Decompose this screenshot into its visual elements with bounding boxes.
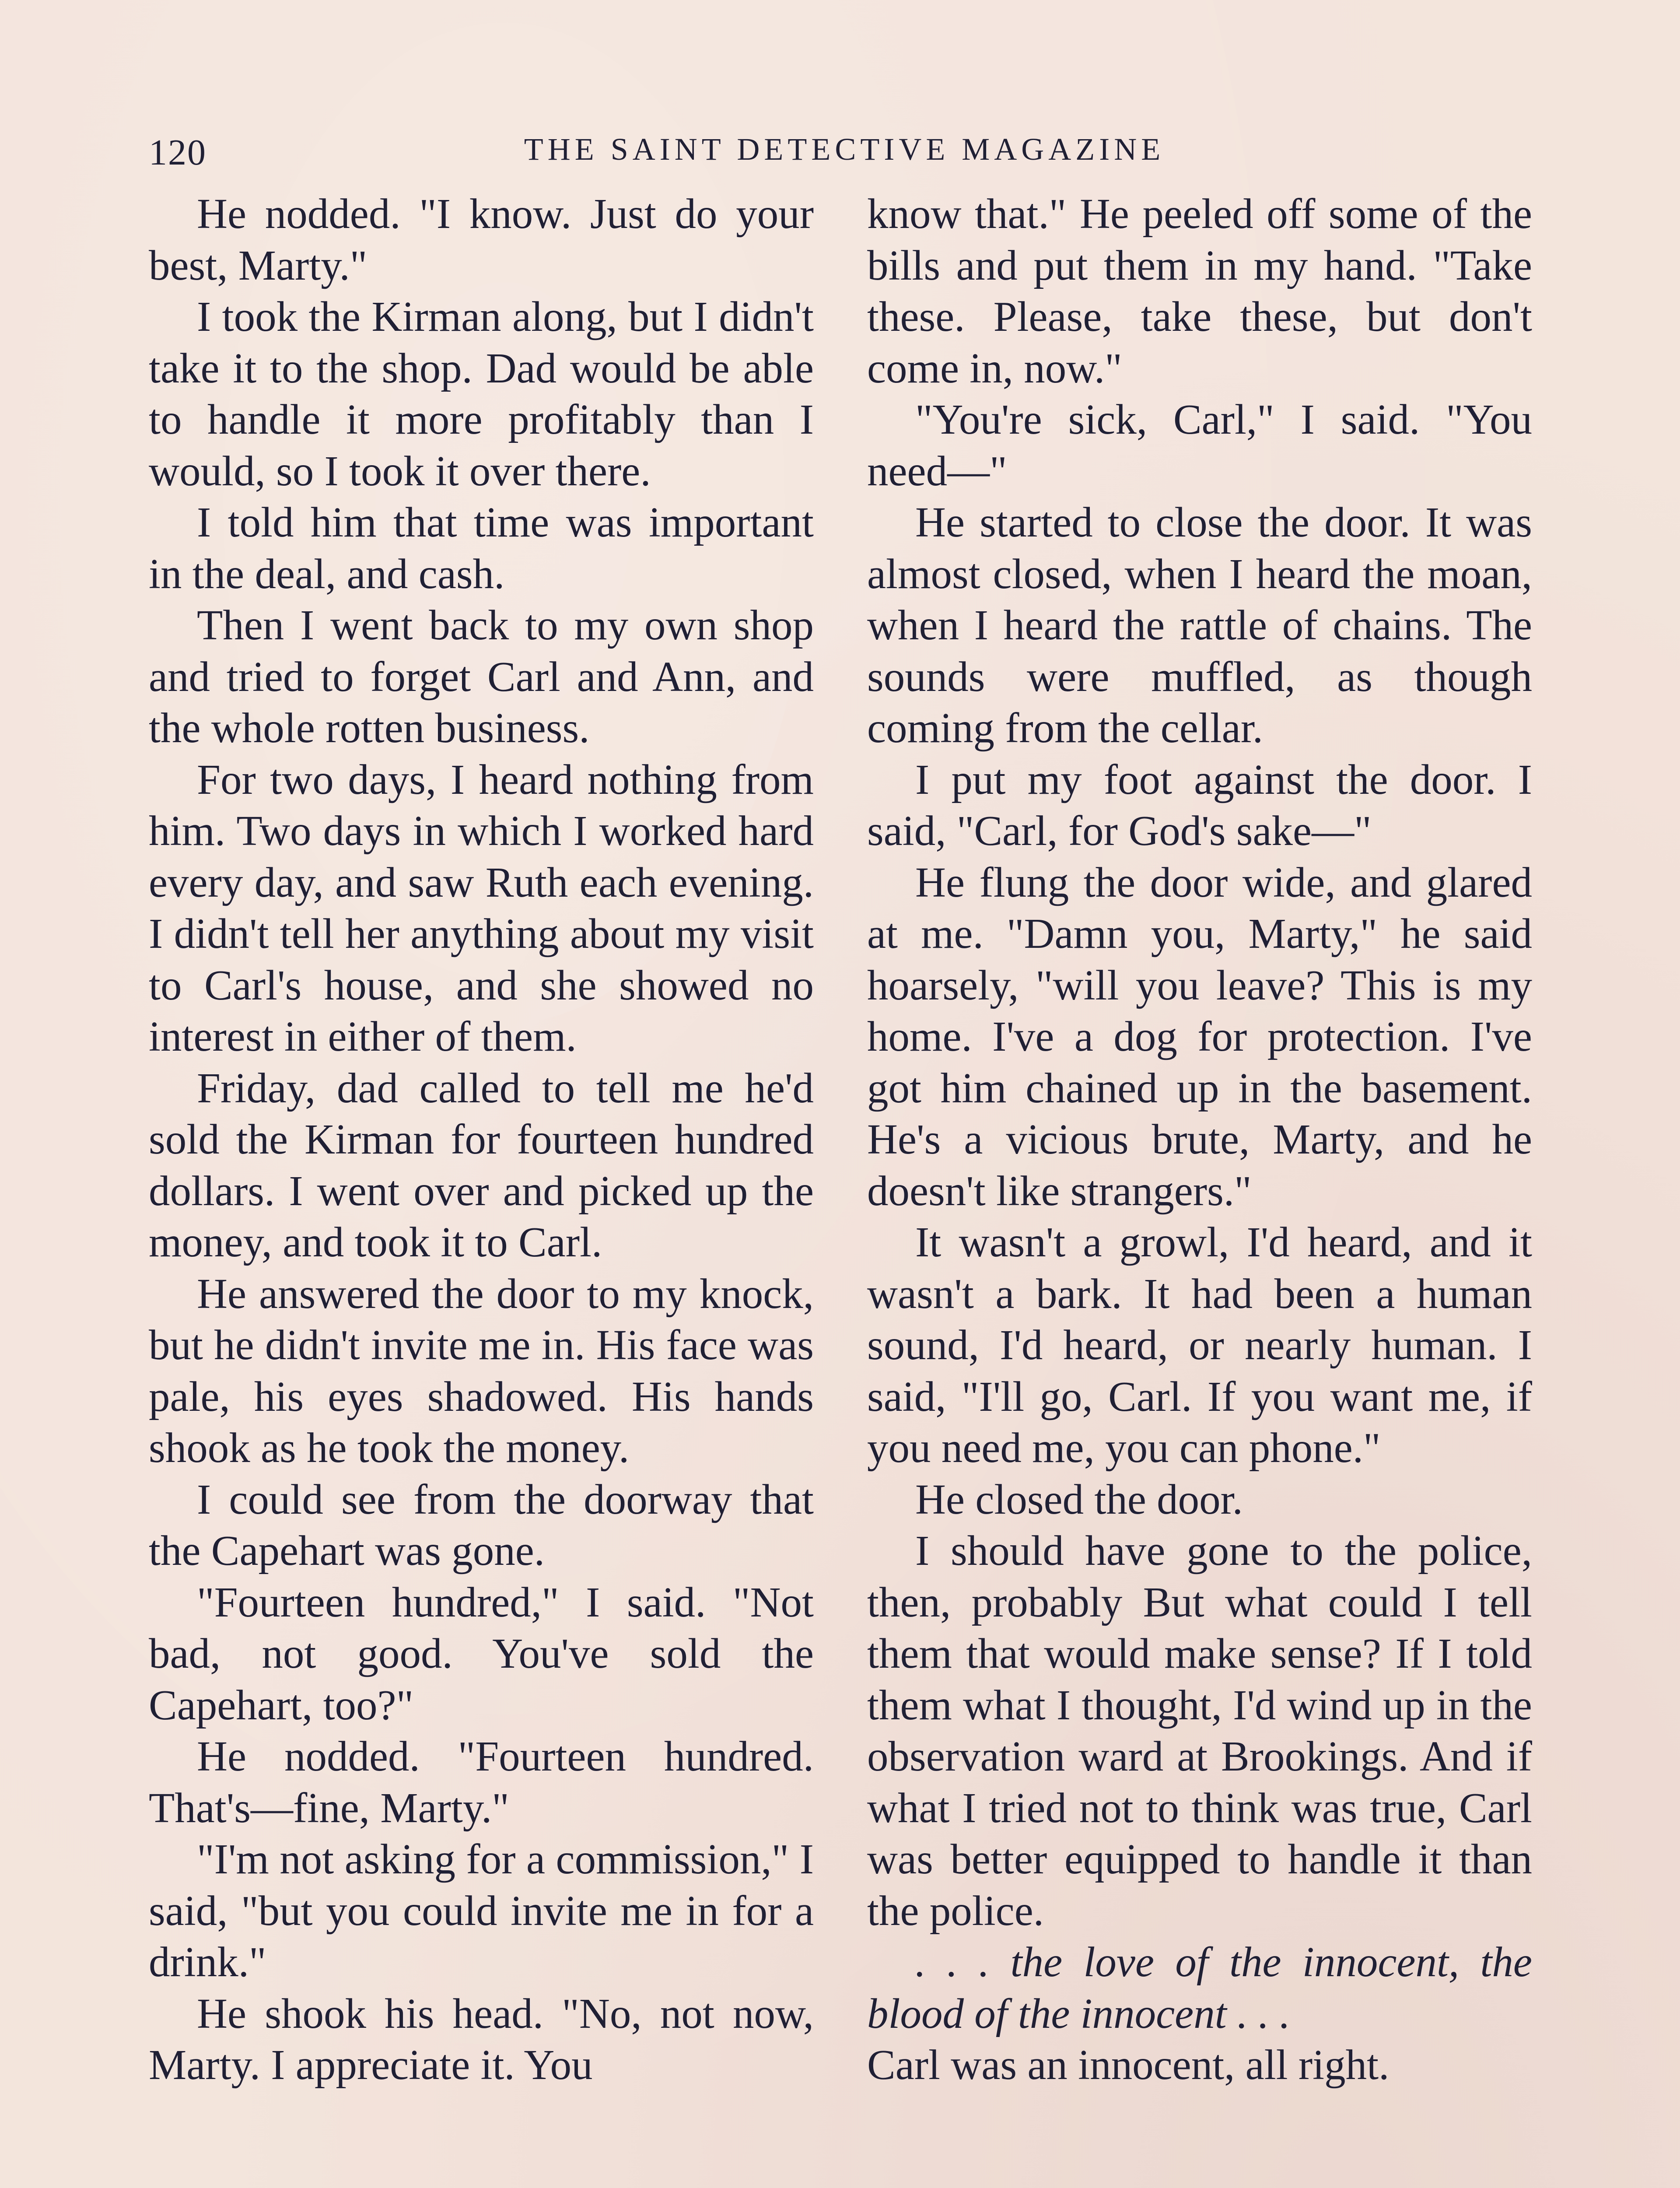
paragraph: He closed the door.: [915, 1476, 1243, 1523]
italic-quote: . . . the love of the innocent, the blood of the innocent . . .: [867, 1939, 1532, 2037]
paragraph: He flung the door wide, and glared at me. "Damn you, Marty," he said hoarsely, "will you leave? This is my home. I've a dog for protection. I've got him chained up in the basement. He's a vicious brute, Marty, and he doesn't like strangers.": [867, 859, 1532, 1214]
paragraph: He answered the door to my knock, but he didn't invite me in. His face was pale, his eyes shadowed. His hands shook as he took the money.: [149, 1270, 814, 1471]
paragraph-continuation: know that." He peeled off some of the bills and put them in my hand. "Take these. Please, take these, but don't come in, now.": [867, 190, 1532, 392]
page-number: 120: [149, 132, 206, 173]
paragraph: I told him that time was important in the deal, and cash.: [149, 499, 814, 597]
paragraph: He nodded. "Fourteen hundred. That's—fine, Marty.": [149, 1733, 814, 1831]
closing-line: Carl was an innocent, all right.: [867, 2041, 1390, 2088]
paragraph: For two days, I heard nothing from him. Two days in which I worked hard every day, and saw Ruth each evening. I didn't tell her anything about my visit to Carl's house, and she showed no interest in either of them.: [149, 756, 814, 1060]
paragraph: He nodded. "I know. Just do your best, Marty.": [149, 190, 814, 289]
left-column: [149, 188, 814, 2091]
paragraph: I took the Kirman along, but I didn't take it to the shop. Dad would be able to handle it more profitably than I would, so I took it over there.: [149, 293, 814, 494]
paragraph: He started to close the door. It was almost closed, when I heard the moan, when I heard the rattle of chains. The sounds were muffled, as though coming from the cellar.: [867, 499, 1532, 751]
right-column: [867, 188, 1532, 2091]
paragraph: "Fourteen hundred," I said. "Not bad, not good. You've sold the Capehart, too?": [149, 1578, 814, 1729]
paragraph: I could see from the doorway that the Capehart was gone.: [149, 1476, 814, 1574]
paragraph: "I'm not asking for a commission," I said, "but you could invite me in for a drink.": [149, 1836, 814, 1985]
paragraph: I should have gone to the police, then, probably But what could I tell them that would make sense? If I told them what I thought, I'd wind up in the observation ward at Brookings. And if what I tried not to think was true, Carl was better equipped to handle it than the police.: [867, 1527, 1532, 1934]
paragraph: "You're sick, Carl," I said. "You need—": [867, 396, 1532, 494]
paragraph: He shook his head. "No, not now, Marty. I appreciate it. You: [149, 1990, 814, 2088]
paragraph: It wasn't a growl, I'd heard, and it wasn't a bark. It had been a human sound, I'd heard, or nearly human. I said, "I'll go, Carl. If you want me, if you need me, you can phone.": [867, 1219, 1532, 1471]
paragraph: I put my foot against the door. I said, "Carl, for God's sake—": [867, 756, 1532, 854]
paragraph: Friday, dad called to tell me he'd sold the Kirman for fourteen hundred dollars. I went over and picked up the money, and took it to Carl.: [149, 1064, 814, 1266]
paragraph: Then I went back to my own shop and tried to forget Carl and Ann, and the whole rotten business.: [149, 602, 814, 751]
page-header: [149, 131, 1540, 184]
running-head-title: THE SAINT DETECTIVE MAGAZINE: [524, 132, 1165, 167]
